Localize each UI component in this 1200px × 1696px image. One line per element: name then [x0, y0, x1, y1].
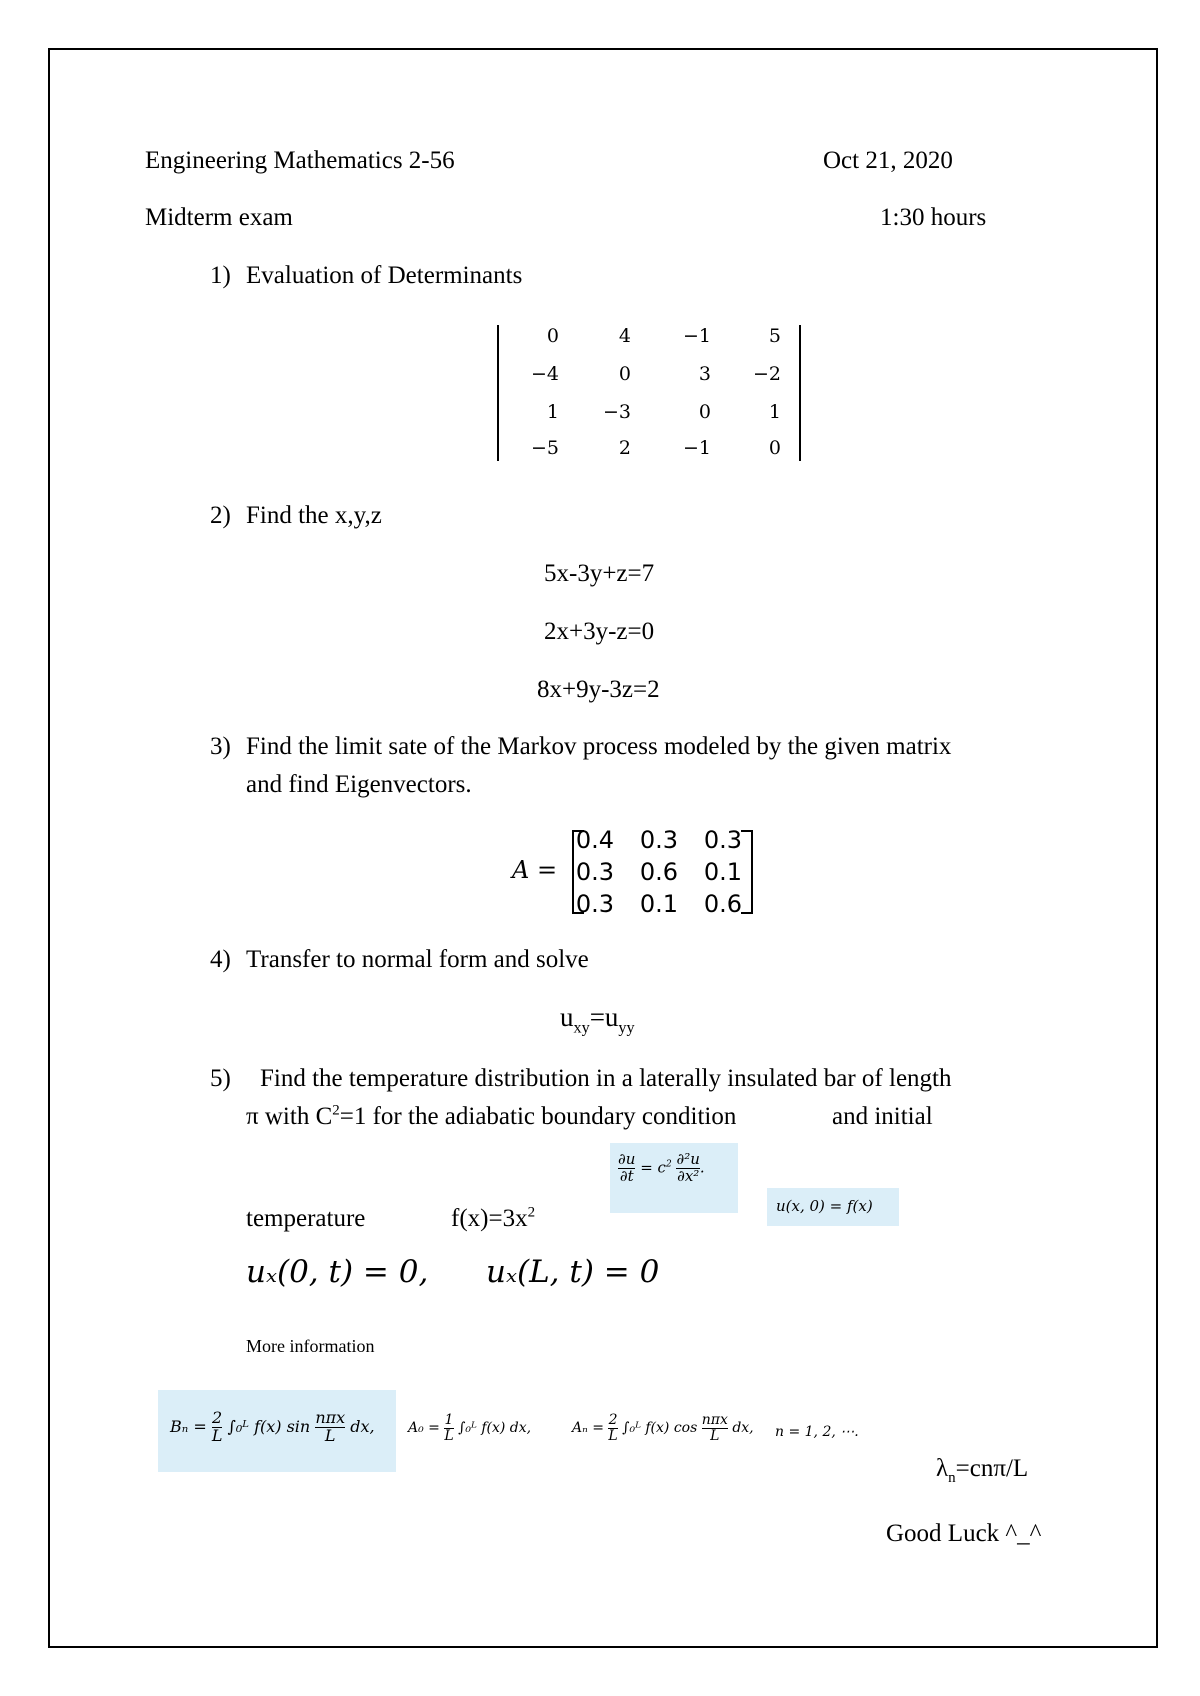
det-cell: 1 — [546, 401, 559, 423]
lambda-symbol: λ — [936, 1455, 949, 1482]
q1-text: Evaluation of Determinants — [246, 262, 523, 289]
markov-cell: 0.4 — [575, 826, 614, 854]
markov-cell: 0.3 — [575, 890, 614, 918]
det-cell: −2 — [752, 363, 781, 385]
bn-coef-den: L — [211, 1425, 223, 1445]
q3-text-line1: Find the limit sate of the Markov process modeled by the given matrix — [246, 733, 952, 760]
bn-integral: ∫₀ᴸ f(x) sin — [227, 1416, 311, 1436]
q5-pi-with-c: π with C — [246, 1103, 333, 1130]
q5-text-line1: Find the temperature distribution in a laterally insulated bar of length — [260, 1065, 952, 1092]
boundary-condition-2: uₓ(L, t) = 0 — [486, 1254, 660, 1290]
det-cell: −1 — [682, 437, 711, 459]
matrix-right-bracket — [741, 830, 753, 914]
pde-sub-xy: xy — [573, 1018, 590, 1037]
lambda-rhs: =cnπ/L — [955, 1455, 1029, 1482]
equals-c: = c — [640, 1158, 666, 1177]
good-luck: Good Luck ^_^ — [886, 1520, 1042, 1547]
q1-number: 1) — [210, 262, 231, 289]
det-cell: 0 — [618, 363, 631, 385]
an-dx: dx, — [732, 1420, 754, 1437]
exam-date: Oct 21, 2020 — [823, 147, 953, 174]
lambda-formula — [936, 1455, 1029, 1486]
equation-3: 8x+9y-3z=2 — [537, 676, 660, 703]
an-lhs: Aₙ = — [572, 1420, 604, 1437]
det-cell: −3 — [602, 401, 631, 423]
lambda-sub-n: n — [948, 1470, 956, 1486]
an-arg-fraction — [702, 1413, 728, 1443]
det-cell: −4 — [530, 363, 559, 385]
markov-cell: 0.1 — [703, 858, 742, 886]
dx2-denominator: ∂x² — [677, 1166, 700, 1185]
det-cell: 0 — [768, 437, 781, 459]
f-of-x: f(x)=3x — [451, 1205, 528, 1232]
an-formula — [572, 1413, 754, 1443]
an-coef-den: L — [608, 1427, 618, 1444]
du-dt-fraction — [618, 1152, 635, 1185]
du-numerator: ∂u — [618, 1150, 636, 1168]
q4-text: Transfer to normal form and solve — [246, 946, 589, 973]
an-coef-num: 2 — [608, 1412, 618, 1428]
equation-2: 2x+3y-z=0 — [544, 618, 655, 645]
c-squared: 2 — [665, 1159, 672, 1170]
more-information-label: More information — [246, 1336, 375, 1356]
an-coefficient — [608, 1413, 617, 1443]
markov-cell: 0.6 — [703, 890, 742, 918]
det-cell: 5 — [768, 325, 781, 347]
q3-text-line2: and find Eigenvectors. — [246, 771, 472, 798]
determinant-matrix — [497, 325, 801, 461]
initial-temperature — [451, 1205, 535, 1233]
initial-condition: u(x, 0) = f(x) — [776, 1197, 873, 1215]
det-cell: 0 — [546, 325, 559, 347]
bn-dx: dx, — [350, 1416, 375, 1436]
an-integral: ∫₀ᴸ f(x) cos — [622, 1420, 698, 1437]
markov-cell: 0.6 — [639, 858, 678, 886]
det-cell: 0 — [698, 401, 711, 423]
det-cell: 3 — [698, 363, 711, 385]
bn-coef-num: 2 — [212, 1408, 223, 1427]
q5-text-line2 — [246, 1103, 736, 1131]
a0-coef-den: L — [444, 1427, 454, 1444]
bn-arg-fraction — [315, 1410, 345, 1445]
det-cell: 2 — [618, 437, 631, 459]
q5-number: 5) — [210, 1065, 231, 1092]
a0-integral: ∫₀ᴸ f(x) dx, — [458, 1420, 532, 1437]
markov-cell: 0.3 — [575, 858, 614, 886]
bn-formula — [170, 1410, 375, 1445]
pde-equals-u: =u — [589, 1002, 619, 1032]
q5-and-initial: and initial — [832, 1103, 933, 1130]
matrix-a-label: A = — [512, 856, 558, 884]
q5-boundary-text: =1 for the adiabatic boundary condition — [339, 1103, 737, 1130]
det-cell: −5 — [530, 437, 559, 459]
markov-cell: 0.1 — [639, 890, 678, 918]
a0-lhs: A₀ = — [408, 1420, 440, 1437]
det-cell: 1 — [768, 401, 781, 423]
pde-equation — [560, 1002, 635, 1037]
q3-number: 3) — [210, 733, 231, 760]
n-range: n = 1, 2, ⋯. — [775, 1424, 859, 1440]
bn-arg-den: L — [315, 1427, 345, 1445]
markov-cell: 0.3 — [703, 826, 742, 854]
exam-duration: 1:30 hours — [880, 204, 987, 231]
d2u-numerator: ∂²u — [676, 1150, 700, 1168]
q2-text: Find the x,y,z — [246, 502, 382, 529]
a0-coefficient — [444, 1413, 453, 1443]
a0-coef-num: 1 — [444, 1412, 454, 1428]
d2u-dx2-fraction — [676, 1152, 699, 1185]
a0-formula — [408, 1413, 531, 1443]
det-cell: −1 — [682, 325, 711, 347]
f-squared: 2 — [527, 1204, 536, 1221]
bn-coefficient — [212, 1410, 223, 1445]
temperature-label: temperature — [246, 1205, 366, 1232]
course-title: Engineering Mathematics 2-56 — [145, 147, 455, 174]
pde-u: u — [560, 1002, 574, 1032]
equation-1: 5x-3y+z=7 — [544, 560, 655, 587]
bn-arg-num: nπx — [315, 1408, 346, 1427]
det-cell: 4 — [618, 325, 631, 347]
q4-number: 4) — [210, 946, 231, 973]
heat-eq-period: . — [699, 1158, 705, 1177]
an-arg-num: nπx — [701, 1412, 728, 1428]
q2-number: 2) — [210, 502, 231, 529]
dt-denominator: ∂t — [619, 1166, 634, 1185]
exam-type: Midterm exam — [145, 204, 293, 231]
pde-sub-yy: yy — [618, 1018, 635, 1037]
boundary-condition-1: uₓ(0, t) = 0, — [246, 1254, 429, 1290]
q5-c-squared: 2 — [332, 1102, 340, 1119]
heat-equation — [618, 1152, 705, 1185]
an-arg-den: L — [702, 1428, 728, 1444]
bn-lhs: Bₙ = — [170, 1416, 207, 1436]
markov-cell: 0.3 — [639, 826, 678, 854]
